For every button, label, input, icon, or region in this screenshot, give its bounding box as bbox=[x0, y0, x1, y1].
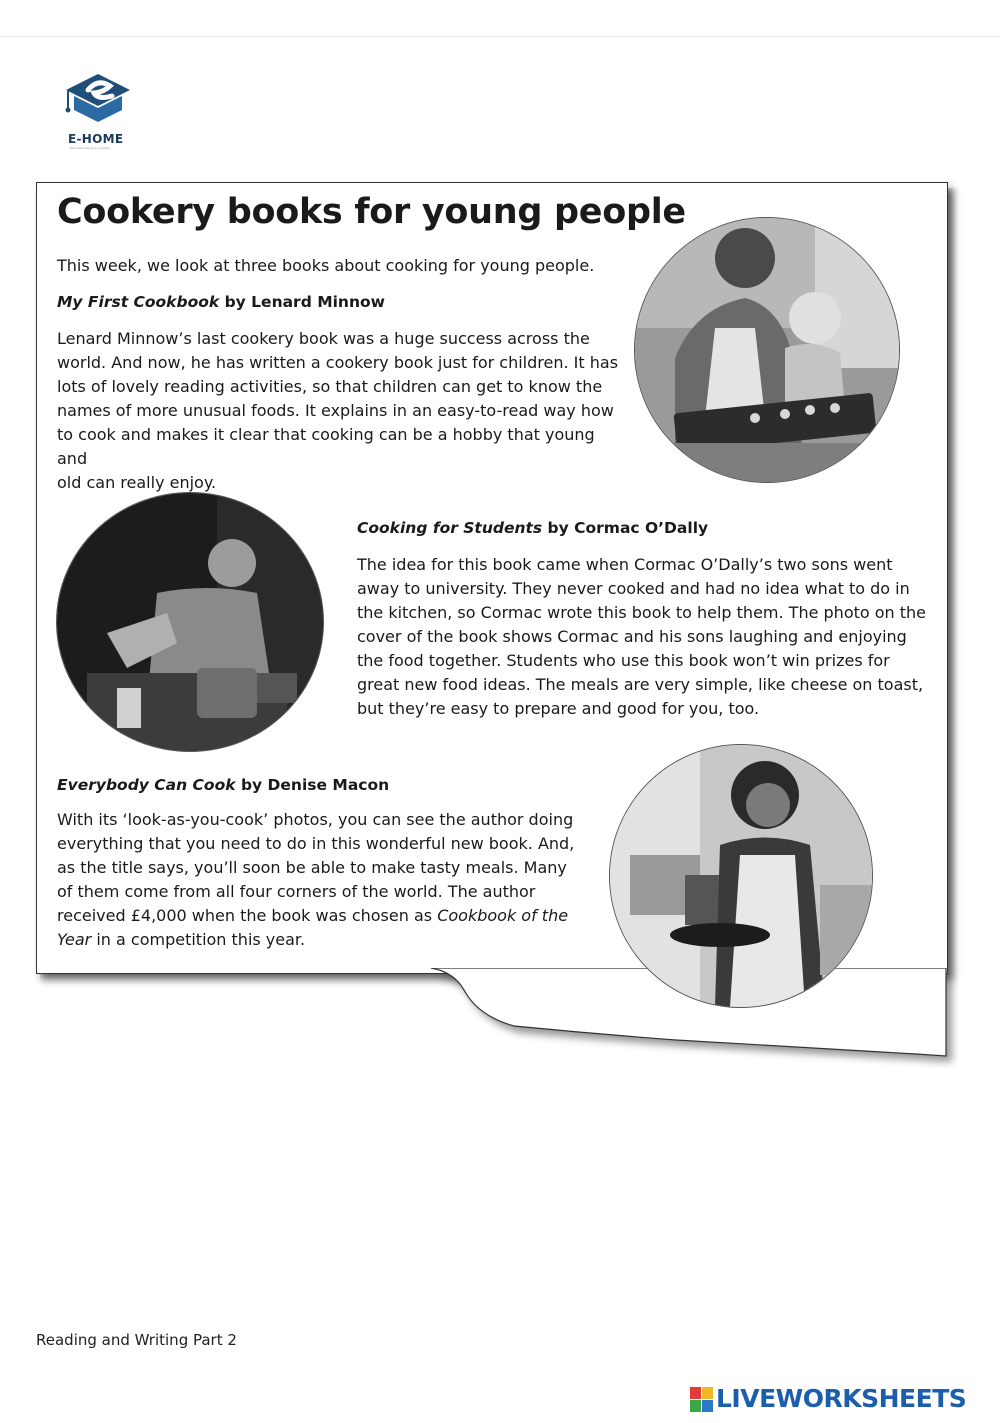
paragraph-line: great new food ideas. The meals are very simple, like cheese on toast, bbox=[357, 675, 924, 694]
paragraph-line: Year in a competition this year. bbox=[57, 930, 306, 949]
paragraph-line: lots of lovely reading activities, so that children can get to know the bbox=[57, 377, 603, 396]
paragraph-line: the kitchen, so Cormac wrote this book to help them. The photo on the bbox=[357, 603, 927, 622]
book-3-author: by Denise Macon bbox=[235, 776, 390, 794]
book-2-title: Cooking for Students bbox=[357, 519, 543, 537]
book-1-author: by Lenard Minnow bbox=[219, 293, 385, 311]
article-intro: This week, we look at three books about cooking for young people. bbox=[57, 256, 595, 275]
book-1-title: My First Cookbook bbox=[57, 293, 220, 311]
paragraph-line: received £4,000 when the book was chosen as Cookbook of the bbox=[57, 906, 569, 925]
paragraph-line: old can really enjoy. bbox=[57, 473, 217, 492]
paragraph-line: the food together. Students who use this book won’t win prizes for bbox=[357, 651, 890, 670]
book-2-author: by Cormac O’Dally bbox=[542, 519, 709, 537]
liveworksheets-wordmark: LIVEWORKSHEETS bbox=[716, 1384, 967, 1413]
paragraph-line: The idea for this book came when Cormac O’Dally’s two sons went bbox=[357, 555, 893, 574]
book-1-description bbox=[57, 327, 627, 495]
logo-tagline: learn like not your country bbox=[70, 146, 110, 150]
paragraph-line: everything that you need to do in this wonderful new book. And, bbox=[57, 834, 575, 853]
paragraph-line: world. And now, he has written a cookery book just for children. It has bbox=[57, 353, 619, 372]
mortarboard-e-icon bbox=[58, 66, 138, 130]
e-home-logo bbox=[58, 66, 138, 150]
book-3-description bbox=[57, 808, 587, 952]
photo-man-cooking bbox=[56, 492, 324, 752]
paragraph-line: of them come from all four corners of the world. The author bbox=[57, 882, 536, 901]
liveworksheets-watermark bbox=[690, 1384, 990, 1414]
book-1-heading bbox=[57, 293, 385, 311]
scan-edge-line bbox=[0, 36, 1000, 37]
paragraph-line: names of more unusual foods. It explains in an easy-to-read way how bbox=[57, 401, 614, 420]
photo-father-child-baking bbox=[634, 217, 900, 483]
paragraph-line: but they’re easy to prepare and good for you, too. bbox=[357, 699, 760, 718]
footer-section-label: Reading and Writing Part 2 bbox=[36, 1331, 237, 1349]
book-3-title: Everybody Can Cook bbox=[57, 776, 236, 794]
paragraph-line: to cook and makes it clear that cooking can be a hobby that young and bbox=[57, 425, 595, 468]
paragraph-line: cover of the book shows Cormac and his sons laughing and enjoying bbox=[357, 627, 907, 646]
photo-woman-cooking bbox=[609, 744, 873, 1008]
book-2-heading bbox=[357, 519, 708, 537]
article-title: Cookery books for young people bbox=[57, 192, 686, 232]
liveworksheets-logo-icon bbox=[690, 1387, 714, 1413]
paragraph-line: away to university. They never cooked and had no idea what to do in bbox=[357, 579, 910, 598]
paragraph-line: as the title says, you’ll soon be able to make tasty meals. Many bbox=[57, 858, 567, 877]
paragraph-line: With its ‘look-as-you-cook’ photos, you can see the author doing bbox=[57, 810, 574, 829]
paragraph-line: Lenard Minnow’s last cookery book was a huge success across the bbox=[57, 329, 590, 348]
logo-wordmark: E-HOME bbox=[68, 132, 124, 146]
book-2-description bbox=[357, 553, 927, 721]
book-3-heading bbox=[57, 776, 389, 794]
